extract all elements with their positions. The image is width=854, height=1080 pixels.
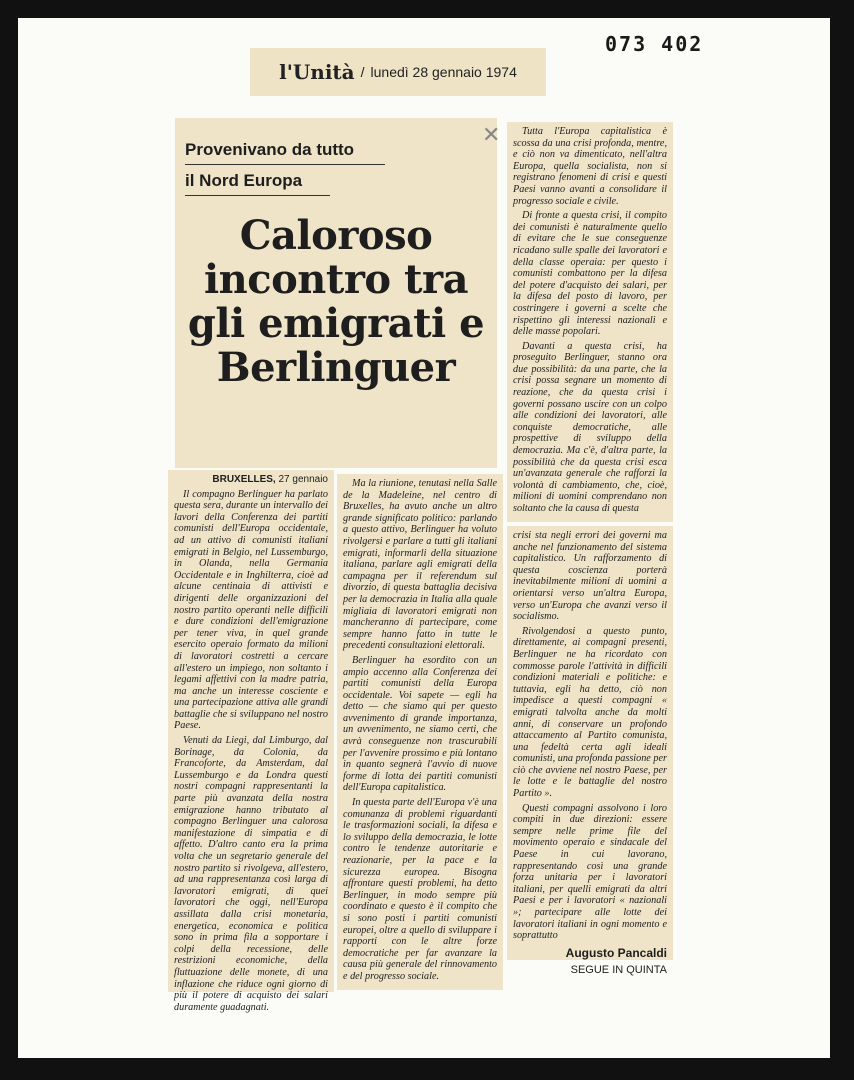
archive-number: 073 402 bbox=[605, 32, 704, 56]
dateline-city: BRUXELLES, bbox=[212, 474, 276, 485]
paragraph: crisi sta negli errori dei governi ma anche nel funzionamento del sistema capitalistico. Un rafforzamento di questa coscienza porterà inevitabilmente milioni di uomini a orientarsi verso un'altra Europa, verso un'Europa che avanzi verso il socialismo. bbox=[513, 530, 667, 623]
kicker-line-2: il Nord Europa bbox=[185, 171, 303, 190]
kicker-rule bbox=[185, 195, 330, 196]
continued-notice: SEGUE IN QUINTA bbox=[570, 964, 667, 977]
paragraph: Davanti a questa crisi, ha proseguito Berlinguer, stanno ora due possibilità: da una parte, che la crisi possa segnare un momento di reazione, che da questa crisi i governi possano uscire con un colpo alle condizioni dei lavoratori, alle conquiste democratiche, alle prospettive di sviluppo della democrazia. Ma c'è, d'altra parte, la possibilità che da questa crisi esca un'avanzata generale che rafforzi la volontà di cambiamento, che, cioè, milioni di uomini comprendano non soltanto che la causa di questa bbox=[513, 340, 667, 514]
publication-date: lunedì 28 gennaio 1974 bbox=[370, 64, 517, 80]
paragraph: Di fronte a questa crisi, il compito dei comunisti è naturalmente quello di evitare che le sue conseguenze ricadano sulle spalle dei lavoratori e della classe operaia: per questo i comunisti combattono per la difesa del potere d'acquisto dei salari, per la difesa del posto di lavoro, per costringere i governi a scelte che rispettino gli interessi nazionali e delle masse popolari. bbox=[513, 210, 667, 338]
paragraph: In questa parte dell'Europa v'è una comunanza di problemi riguardanti le trasformazioni sociali, la difesa e lo sviluppo della democrazia, le lotte contro le tendenze autoritarie e reazionarie, per la pace e la sicurezza europea. Bisogna affrontare questi problemi, ha detto Berlinguer, in modo sempre più coordinato e questo è il compito che si sono posti i partiti comunisti europei, oltre a quello di sviluppare i rapporti con le altre forze democratiche per far avanzare la causa più generale del rinnovamento e del progresso sociale. bbox=[343, 797, 497, 982]
pencil-mark: ✕ bbox=[482, 122, 501, 147]
author-byline: Augusto Pancaldi bbox=[565, 945, 667, 960]
headline-clipping bbox=[175, 118, 497, 468]
newspaper-masthead bbox=[250, 48, 546, 96]
dateline bbox=[174, 474, 328, 486]
article-column-3-top bbox=[507, 122, 673, 522]
kicker-rule bbox=[185, 164, 385, 165]
paragraph: Venuti da Liegi, dal Limburgo, dal Borinage, da Colonia, da Francoforte, da Amsterdam, dal Lussemburgo e da Londra questi nostri compagni rappresentanti la parte più avanzata della nostra emigrazione hanno tributato al compagno Berlinguer una calorosa manifestazione di simpatia e di affetto. D'altro canto era la prima volta che un segretario generale del nostro partito si rivolgeva, all'estero, ad una rappresentanza così larga di lavoratori emigrati, di quei lavoratori che oggi, nell'Europa assillata dalla crisi monetaria, energetica, economica e politica sono in prima fila a sopportare i colpi della recessione, delle restrizioni economiche, della fluttuazione delle monete, di una inflazione che riduce ogni giorno di più il potere di acquisto dei salari duramente guadagnati. bbox=[174, 735, 328, 1013]
kicker-line-1: Provenivano da tutto bbox=[185, 140, 355, 159]
paragraph: Questi compagni assolvono i loro compiti in due direzioni: essere sempre nelle prime file del movimento operaio e sindacale del Paese in cui lavorano, rappresentando così una grande forza unitaria per i lavoratori italiani, per quelli emigrati da altri Paesi e per i lavoratori « nazionali »; partecipare alle lotte dei lavoratori italiani in ogni momento e soprattutto bbox=[513, 802, 667, 942]
paragraph: Berlinguer ha esordito con un ampio accenno alla Conferenza dei partiti comunisti della Europa occidentale. Voi sapete — egli ha detto — che siamo qui per questo avvenimento di grande importanza, un avvenimento, ne siamo certi, che avrà conseguenze non trascurabili per l'avvenire prossimo e più lontano in quanto segnerà l'avvio di nuove forme di lotta dei partiti comunisti dell'Europa capitalistica. bbox=[343, 654, 497, 794]
paragraph: Il compagno Berlinguer ha parlato questa sera, durante un intervallo dei lavori della Conferenza dei partiti comunisti dell'Europa occidentale, ad un attivo di comunisti italiani emigrati in Belgio, nel Lussemburgo, in Olanda, nella Germania Occidentale e in Inghilterra, cioè ad alcune centinaia di attivisti e dirigenti delle organizzazioni del nostro partito operanti nelle difficili e dure condizioni dell'emigrazione per tener viva, in quel grande esercito operaio formato da milioni di lavoratori costretti a cercare all'estero un impiego, non soltanto i legami affettivi con la madre patria, ma anche un interesse cosciente e una partecipazione attiva alle grandi battaglie che si sviluppano nel nostro Paese. bbox=[174, 488, 328, 732]
article-headline: Caloroso incontro tra gli emigrati e Berlinguer bbox=[187, 212, 485, 391]
article-column-2 bbox=[337, 474, 503, 990]
newspaper-name: l'Unità bbox=[279, 60, 355, 84]
paragraph: Ma la riunione, tenutasi nella Salle de la Madeleine, nel centro di Bruxelles, ha avuto anche un altro grande significato politico: parlando a questo attivo, Berlinguer ha voluto rivolgersi e parlare a tutti gli italiani emigrati, informarli della situazione italiana, parlare agli emigrati della campagna per il referendum sul divorzio, di questa battaglia decisiva per la democrazia in Italia alla quale migliaia di lavoratori emigrati non mancheranno di partecipare, come sempre hanno fatto in tutte le precedenti consultazioni elettorali. bbox=[343, 478, 497, 652]
article-column-1 bbox=[168, 470, 334, 1013]
paragraph: Tutta l'Europa capitalistica è scossa da una crisi profonda, mentre, e ciò non va dimenticato, nell'altra Europa, quella socialista, non si registrano fenomeni di crisi e questi Paesi vanno avanti a consolidare il progresso sociale e civile. bbox=[513, 126, 667, 207]
masthead-separator: / bbox=[360, 64, 365, 80]
dateline-date: 27 gennaio bbox=[278, 474, 328, 485]
paragraph: Rivolgendosi a questo punto, direttamente, ai compagni presenti, Berlinguer ne ha ricordato con commosse parole l'attività in difficili condizioni materiali e politiche: e tuttavia, egli ha detto, ciò non impedisce a questi compagni « emigrati talvolta anche da molti anni, di conservare un profondo attaccamento al Partito comunista, una fedeltà certa agli ideali comunisti, una profonda passione per ciò che avviene nel nostro Paese, per le lotte e le battaglie del nostro Partito ». bbox=[513, 625, 667, 800]
article-column-3-bottom bbox=[507, 526, 673, 977]
